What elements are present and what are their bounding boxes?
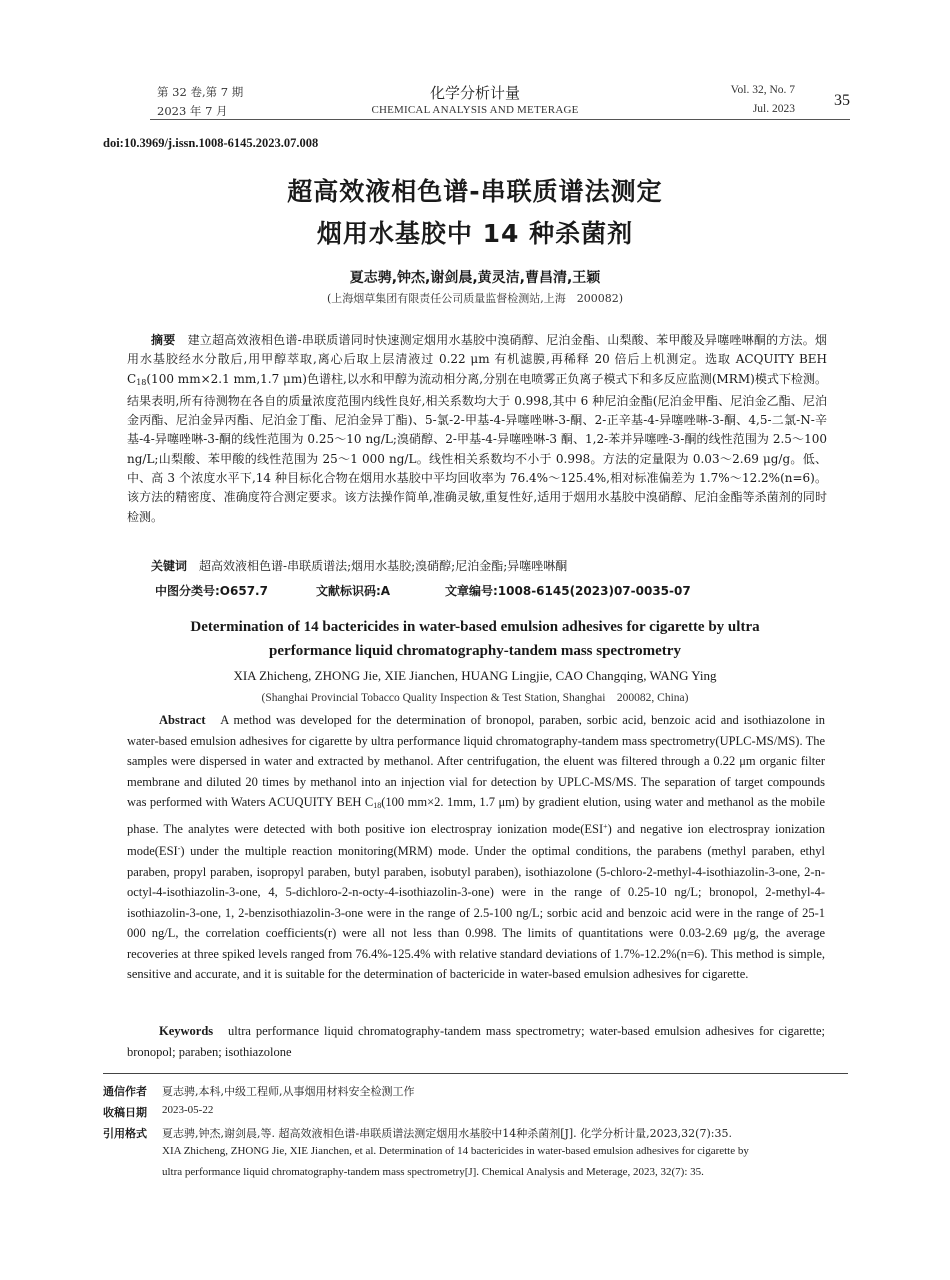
abstract-en-text-d: ) under the multiple reaction monitoring(MRM) mode. Under the optimal conditions, the parabens (methyl paraben, ethyl paraben, propyl paraben, isopropyl paraben, butyl paraben, isobutyl paraben), isothiazolone (5-chloro-2-methyl-4-isothiazolin-3-one, 2-n-octyl-4-isothiazolin-3-one, 4, 5-dichloro-2-n-octy-4-isothiazolin-3-one) were in the range of 0.25-10 ng/L; bronopol, 2-methyl-4-isothiazolin-3-one, 1, 2-benzisothiazolin-3-one were in the range of 2.5-100 ng/L; sorbic acid and benzoic acid were in the range of 25-1 000 ng/L, the correlation coefficients(r) were all not less than 0.998. The limits of quantitations were 0.03-2.69 μg/g, the average recoveries at three spiked levels ranged from 76.4%-125.4% with relative standard deviations of 1.7%-12.2%(n=6). This method is simple, sensitive and accurate, and it is suitable for the determination of bactericide in water-based emulsion adhesives for cigarette. <box>127 844 825 981</box>
keywords-cn-text: 超高效液相色谱-串联质谱法;烟用水基胶;溴硝醇;尼泊金酯;异噻唑啉酮 <box>199 559 568 573</box>
page-number: 35 <box>834 92 850 109</box>
corresponding-author-label: 通信作者 <box>103 1085 147 1098</box>
title-en-line1: Determination of 14 bactericides in water-based emulsion adhesives for cigarette by ultra <box>190 619 760 635</box>
abstract-en-text-a: A method was developed for the determination of bronopol, paraben, sorbic acid, benzoic acid and isothiazolone in water-based emulsion adhesives for cigarette by ultra performance liquid chromatography-tandem mass spectrometry(UPLC-MS/MS). The samples were dispersed in water and extracted by methanol. After centrifugation, the eluent was filtered through a 0.22 μm organic filter membrane and diluted 20 times by methanol into an injection vial for detection by UPLC-MS/MS. The separation of target compounds was performed with Waters ACUQUITY BEH C <box>127 713 825 809</box>
keywords-cn <box>127 557 827 576</box>
abstract-en-label: Abstract <box>159 713 206 727</box>
citation-label: 引用格式 <box>103 1127 147 1140</box>
citation-en-line2: ultra performance liquid chromatography-tandem mass spectrometry[J]. Chemical Analysis and Meterage, 2023, 32(7): 35. <box>162 1166 704 1178</box>
abstract-cn-sub: 18 <box>136 377 147 387</box>
abstract-cn <box>127 331 827 527</box>
clc-number: 中图分类号:O657.7 <box>155 584 268 598</box>
volume-issue-en: Vol. 32, No. 7 <box>730 84 795 96</box>
date-cn: 2023 年 7 月 <box>157 104 228 118</box>
citation-en-line1: XIA Zhicheng, ZHONG Jie, XIE Jianchen, et al. Determination of 14 bactericides in water-based emulsion adhesives for cigarette by <box>162 1145 749 1157</box>
abstract-en-text-c: ) and negative ion electrospray ionization mode(ESI <box>127 821 826 858</box>
article-number: 文章编号:1008-6145(2023)07-0035-07 <box>445 584 691 598</box>
journal-name-en: CHEMICAL ANALYSIS AND METERAGE <box>371 104 579 116</box>
title-cn-line2: 烟用水基胶中 14 种杀菌剂 <box>316 219 634 248</box>
authors-en: XIA Zhicheng, ZHONG Jie, XIE Jianchen, HUANG Lingjie, CAO Changqing, WANG Ying <box>233 668 717 683</box>
abstract-en-text-b: (100 mm×2. 1mm, 1.7 μm) by gradient elution, using water and methanol as the mobile phase. The analytes were detected with both positive ion electrospray ionization mode(ESI <box>127 795 826 836</box>
authors-cn: 夏志骋,钟杰,谢剑晨,黄灵洁,曹昌清,王颖 <box>349 270 601 286</box>
title-cn-line1: 超高效液相色谱-串联质谱法测定 <box>287 177 663 206</box>
journal-name-cn: 化学分析计量 <box>429 84 520 102</box>
date-en: Jul. 2023 <box>752 103 795 115</box>
document-code: 文献标识码:A <box>316 584 391 598</box>
abstract-en <box>127 710 825 985</box>
abstract-cn-label: 摘要 <box>151 333 176 347</box>
keywords-cn-label: 关键词 <box>151 559 188 573</box>
keywords-en <box>127 1021 825 1062</box>
doi: doi:10.3969/j.issn.1008-6145.2023.07.008 <box>103 136 319 150</box>
abstract-en-sup2: - <box>177 844 181 853</box>
affiliation-en: (Shanghai Provincial Tobacco Quality Inspection & Test Station, Shanghai 200082, China) <box>261 692 689 704</box>
header-rule <box>150 119 850 120</box>
corresponding-author-text: 夏志骋,本科,中级工程师,从事烟用材料安全检测工作 <box>162 1085 415 1098</box>
title-en-line2: performance liquid chromatography-tandem mass spectrometry <box>269 643 681 659</box>
citation-cn: 夏志骋,钟杰,谢剑晨,等. 超高效液相色谱-串联质谱法测定烟用水基胶中14种杀菌剂[J]. 化学分析计量,2023,32(7):35. <box>162 1127 732 1140</box>
affiliation-cn: (上海烟草集团有限责任公司质量监督检测站,上海 200082) <box>326 292 624 305</box>
received-date-label: 收稿日期 <box>103 1106 147 1119</box>
abstract-en-sub: 18 <box>373 801 382 810</box>
abstract-cn-text-b: (100 mm×2.1 mm,1.7 μm)色谱柱,以水和甲醇为流动相分离,分别在电喷雾正负离子模式下和多反应监测(MRM)模式下检测。结果表明,所有待测物在各自的质量浓度范围内线性良好,相关系数均大于 0.998,其中 6 种尼泊金酯(尼泊金甲酯、尼泊金乙酯、尼泊金丙酯、尼泊金异丙酯、尼泊金丁酯、尼泊金异丁酯)、5-氯-2-甲基-4-异噻唑啉-3-酮、2-正辛基-4-异噻唑啉-3-酮、4,5-二氯-N-辛基-4-异噻唑啉-3-酮的线性范围为 0.25～10 ng/L;溴硝醇、2-甲基-4-异噻唑啉-3 酮、1,2-苯并异噻唑-3-酮的线性范围为 2.5～100 ng/L;山梨酸、苯甲酸的线性范围为 25～1 000 ng/L。线性相关系数均不小于 0.998。方法的定量限为 0.03～2.69 μg/g。低、中、高 3 个浓度水平下,14 种目标化合物在烟用水基胶中平均回收率为 76.4%～125.4%,相对标准偏差为 1.7%～12.2%(n=6)。该方法的精密度、准确度符合测定要求。该方法操作简单,准确灵敏,重复性好,适用于烟用水基胶中溴硝醇、尼泊金酯等杀菌剂的同时检测。 <box>127 371 827 524</box>
keywords-en-label: Keywords <box>159 1024 214 1038</box>
received-date-text: 2023-05-22 <box>162 1104 214 1116</box>
abstract-cn-text-a: 建立超高效液相色谱-串联质谱同时快速测定烟用水基胶中溴硝醇、尼泊金酯、山梨酸、苯甲酸及异噻唑啉酮的方法。烟用水基胶经水分散后,用甲醇萃取,离心后取上层清液过 0.22 μm 有机滤膜,再稀释 20 倍后上机测定。选取 ACQUITY BEH C <box>127 333 827 386</box>
keywords-en-text: ultra performance liquid chromatography-tandem mass spectrometry; water-based emulsion adhesives for cigarette; bronopol; paraben; isothiazolone <box>127 1024 825 1059</box>
volume-issue-cn: 第 32 卷,第 7 期 <box>157 85 244 99</box>
footnote-rule <box>103 1073 848 1074</box>
abstract-en-sup1: + <box>603 821 608 831</box>
